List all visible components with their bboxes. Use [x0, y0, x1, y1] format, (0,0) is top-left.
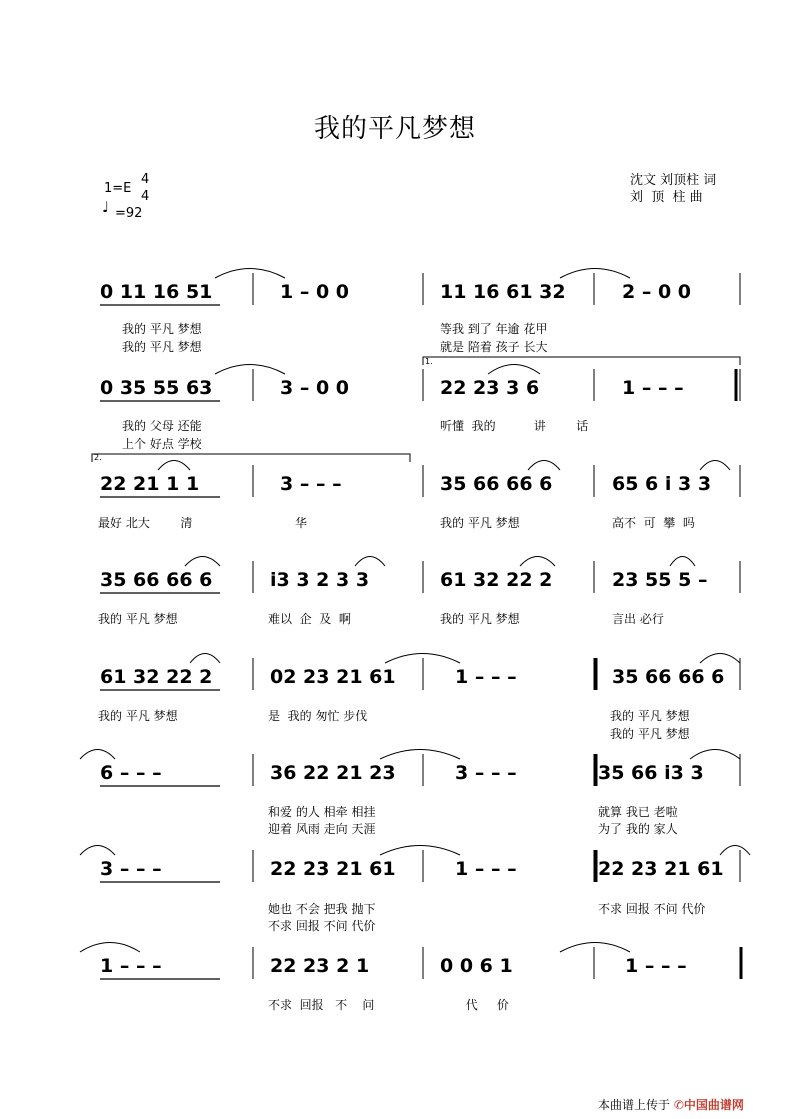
lyric-line-2: 为了 我的 家人: [598, 822, 678, 836]
lyric-line-2: 迎着 风雨 走向 天涯: [268, 822, 376, 836]
composer-credit: 刘 顶 柱 曲: [630, 190, 703, 205]
measure-notes: 3 – – –: [280, 473, 342, 495]
lyric-line-1: 言出 必行: [612, 612, 664, 626]
measure-notes: 35 66 i3 3: [598, 762, 704, 784]
lyric-line-1: 我的 平凡 梦想: [98, 612, 178, 626]
slur-arc: [215, 269, 285, 279]
measure-notes: 22 23 21 61: [270, 858, 396, 880]
slur-arc: [560, 269, 630, 279]
lyric-line-2: 上个 好点 学校: [122, 437, 202, 451]
measure-notes: i3 3 2 3 3: [270, 569, 370, 591]
measure-notes: 2 – 0 0: [622, 281, 692, 303]
slur-arc: [80, 943, 140, 953]
key-signature: 1=E: [104, 181, 132, 196]
lyric-line-1: 华: [295, 516, 308, 530]
slur-arc: [488, 365, 540, 375]
lyricist-credit: 沈文 刘顶柱 词: [630, 173, 717, 188]
slur-arc: [520, 557, 555, 567]
measure-notes: 35 66 66 6: [440, 473, 553, 495]
measure-notes: 22 23 21 61: [598, 858, 724, 880]
measure-notes: 11 16 61 32: [440, 281, 566, 303]
lyric-line-1: 等我 到了 年逾 花甲: [440, 322, 548, 336]
slur-arc: [528, 461, 560, 471]
lyric-line-1: 难以 企 及 啊: [268, 612, 351, 626]
measure-notes: 1 – – –: [455, 666, 517, 688]
measure-notes: 35 66 66 6: [612, 666, 725, 688]
measure-notes: 35 66 66 6: [100, 569, 213, 591]
time-signature-numerator: 4: [141, 172, 150, 187]
volta-bracket-second: [92, 454, 410, 462]
measure-notes: 0 35 55 63: [100, 377, 213, 399]
measure-notes: 22 21 1 1: [100, 473, 200, 495]
lyric-line-1: 我的 平凡 梦想: [440, 516, 520, 530]
quarter-note-icon: ♩: [102, 198, 110, 216]
slur-arc: [80, 750, 115, 760]
measure-notes: 61 32 22 2: [100, 666, 213, 688]
song-title: 我的平凡梦想: [313, 114, 476, 144]
lyric-line-1: 她也 不会 把我 抛下: [268, 902, 376, 916]
lyric-line-1: 高不 可 攀 吗: [612, 516, 695, 530]
slur-arc: [380, 750, 460, 760]
lyric-line-1: 最好 北大 清: [98, 516, 193, 530]
lyric-line-1: 就算 我已 老啦: [598, 805, 678, 819]
measure-notes: 0 0 6 1: [440, 955, 513, 977]
tempo-marking: =92: [115, 206, 143, 221]
lyric-line-1: 不求 回报 不问 代价: [598, 902, 706, 916]
lyric-line-1: 代 价: [420, 998, 509, 1012]
measure-notes: 22 23 3 6: [440, 377, 540, 399]
measure-notes: 02 23 21 61: [270, 666, 396, 688]
slur-arc: [158, 461, 190, 471]
measure-notes: 0 11 16 51: [100, 281, 213, 303]
lyric-line-1: 不求 回报 不 问: [268, 998, 375, 1012]
lyric-line-1: 和爱 的人 相牵 相挂: [268, 805, 376, 819]
watermark-logo-icon: ✆: [673, 1098, 684, 1112]
slur-arc: [700, 461, 730, 471]
measure-notes: 6 – – –: [100, 762, 162, 784]
slur-arc: [215, 365, 285, 375]
lyric-line-1: 是 我的 匆忙 步伐: [268, 709, 368, 723]
lyric-line-1: 我的 父母 还能: [122, 419, 202, 433]
volta-second-label: 2.: [94, 453, 102, 462]
lyric-line-2: 就是 陪着 孩子 长大: [440, 340, 548, 354]
slur-arc: [560, 943, 630, 953]
volta-first-label: 1.: [425, 357, 433, 366]
measure-notes: 3 – – –: [455, 762, 517, 784]
slur-arc: [185, 557, 220, 567]
time-signature-denominator: 4: [141, 189, 150, 204]
slur-arc: [80, 846, 115, 856]
slur-arc: [380, 846, 460, 856]
measure-notes: 1 – – –: [455, 858, 517, 880]
lyric-line-2: 我的 平凡 梦想: [122, 340, 202, 354]
measure-notes: 65 6 i 3 3: [612, 473, 712, 495]
measure-notes: 1 – – –: [625, 955, 687, 977]
lyric-line-1: 我的 平凡 梦想: [98, 709, 178, 723]
slur-arc: [720, 846, 750, 856]
lyric-line-1: 我的 平凡 梦想: [122, 322, 202, 336]
slur-arc: [670, 557, 695, 567]
measure-notes: 1 – – –: [622, 377, 684, 399]
watermark-prefix: 本曲谱上传于: [598, 1098, 671, 1112]
lyric-line-1: 听懂 我的 讲 话: [440, 419, 589, 433]
watermark-brand: 中国曲谱网: [683, 1098, 744, 1112]
measure-notes: 3 – – –: [100, 858, 162, 880]
lyric-line-2: 我的 平凡 梦想: [610, 727, 690, 741]
lyric-line-2: 不求 回报 不问 代价: [268, 919, 376, 933]
lyric-line-1: 我的 平凡 梦想: [440, 612, 520, 626]
measure-notes: 22 23 2 1: [270, 955, 370, 977]
lyric-line-1: 我的 平凡 梦想: [610, 709, 690, 723]
slur-arc: [355, 557, 385, 567]
slur-arc: [700, 654, 740, 664]
measure-notes: 61 32 22 2: [440, 569, 553, 591]
measure-notes: 36 22 21 23: [270, 762, 396, 784]
measure-notes: 1 – – –: [100, 955, 162, 977]
slur-arc: [190, 654, 220, 664]
measure-notes: 23 55 5 –: [612, 569, 708, 591]
measure-notes: 1 – 0 0: [280, 281, 350, 303]
volta-bracket-first: [423, 357, 740, 365]
measure-notes: 3 – 0 0: [280, 377, 350, 399]
slur-arc: [690, 750, 740, 760]
